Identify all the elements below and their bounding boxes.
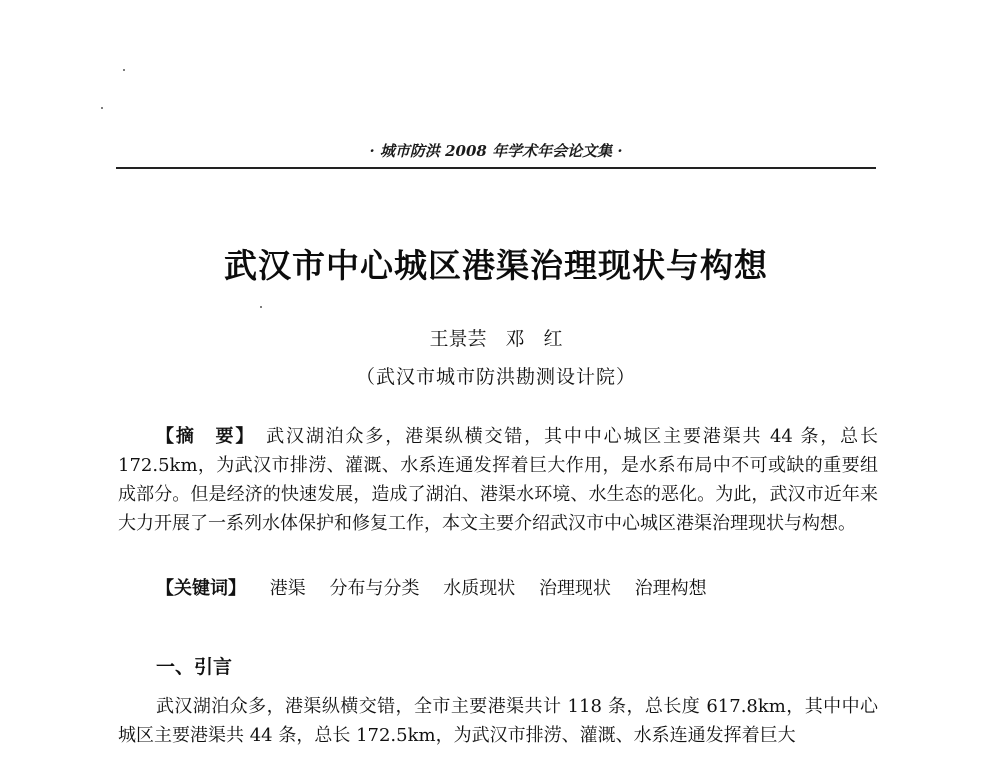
header-rule — [116, 167, 876, 169]
keyword: 港渠 — [269, 578, 306, 599]
abstract-text: 武汉湖泊众多，港渠纵横交错，其中中心城区主要港渠共 44 条，总长 172.5km，为武汉市排涝、灌溉、水系连通发挥着巨大作用，是水系布局中不可或缺的重要组成部分。但是经济的快速发展，造成了湖泊、港渠水环境、水生态的恶化。为此，武汉市近年来大力开展了一系列水体保护和修复工作，本文主要介绍武汉市中心城区港渠治理现状与构想。 — [118, 426, 879, 534]
scan-speck — [123, 69, 125, 71]
scan-speck — [260, 306, 262, 308]
authors: 王景芸 邓 红 — [429, 328, 563, 350]
keywords — [156, 574, 876, 603]
abstract — [118, 422, 878, 538]
keywords-label: 【关键词】 — [156, 578, 246, 599]
section-heading: 一、引言 — [156, 656, 233, 678]
abstract-label: 【摘 要】 — [156, 426, 247, 447]
running-header: · 城市防洪 2008 年学术年会论文集 · — [369, 142, 623, 160]
keyword: 治理构想 — [634, 578, 707, 599]
keyword: 分布与分类 — [329, 578, 420, 599]
paper-title: 武汉市中心城区港渠治理现状与构想 — [224, 246, 768, 285]
keyword: 水质现状 — [443, 578, 516, 599]
body-paragraph: 武汉湖泊众多，港渠纵横交错，全市主要港渠共计 118 条，总长度 617.8km，其中中心城区主要港渠共 44 条，总长 172.5km，为武汉市排涝、灌溉、水系连通发挥着巨大 — [118, 696, 878, 746]
scan-speck — [101, 107, 103, 109]
keyword: 治理现状 — [538, 578, 611, 599]
affiliation: （武汉市城市防洪勘测设计院） — [355, 366, 636, 388]
